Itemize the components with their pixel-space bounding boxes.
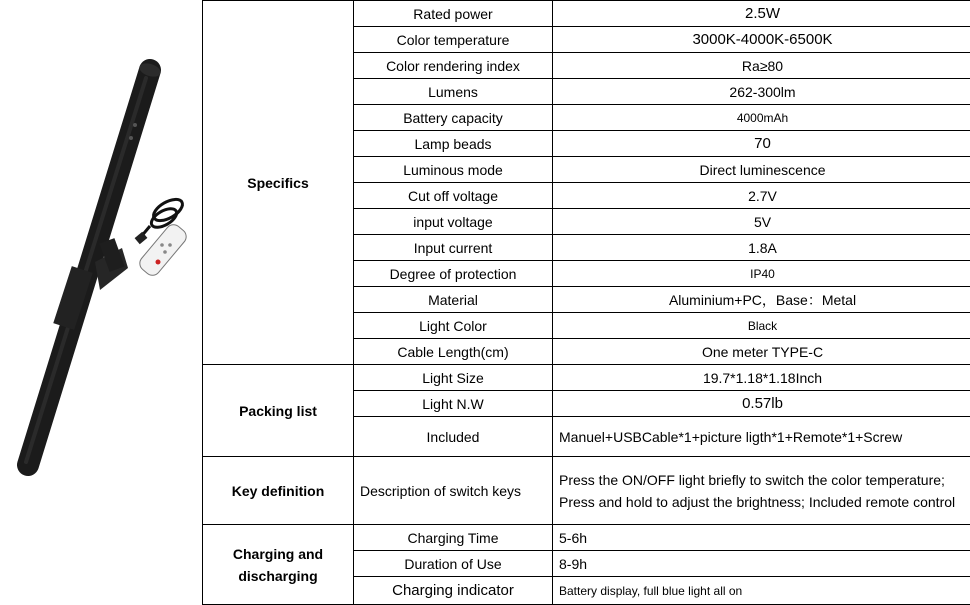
spec-value: 70: [553, 131, 970, 157]
key-description-line: Press the ON/OFF light briefly to switch the color temperature;: [559, 469, 968, 491]
spec-label: Rated power: [354, 1, 553, 27]
spec-label: Charging indicator: [354, 577, 553, 605]
spec-label: Color temperature: [354, 27, 553, 53]
spec-label: input voltage: [354, 209, 553, 235]
spec-label: Light N.W: [354, 391, 553, 417]
spec-value: Direct luminescence: [553, 157, 970, 183]
spec-label: Cut off voltage: [354, 183, 553, 209]
group-charging-line: discharging: [207, 565, 349, 587]
spec-value: 2.5W: [553, 1, 970, 27]
spec-value: 262-300lm: [553, 79, 970, 105]
spec-value: One meter TYPE-C: [553, 339, 970, 365]
group-charging: [203, 525, 354, 605]
spec-value: 4000mAh: [553, 105, 970, 131]
table-row: [203, 1, 970, 27]
spec-value: 2.7V: [553, 183, 970, 209]
spec-value: Aluminium+PC，Base：Metal: [553, 287, 970, 313]
spec-value: 5V: [553, 209, 970, 235]
spec-label: Degree of protection: [354, 261, 553, 287]
spec-label: Duration of Use: [354, 551, 553, 577]
group-key-definition: Key definition: [203, 457, 354, 525]
key-description-line: Press and hold to adjust the brightness; Included remote control: [559, 491, 968, 513]
spec-label: Input current: [354, 235, 553, 261]
spec-value: IP40: [553, 261, 970, 287]
spec-value: 5-6h: [553, 525, 970, 551]
spec-label: Description of switch keys: [354, 457, 553, 525]
spec-value: 19.7*1.18*1.18Inch: [553, 365, 970, 391]
spec-label: Charging Time: [354, 525, 553, 551]
group-charging-line: Charging and: [207, 543, 349, 565]
spec-value: Black: [553, 313, 970, 339]
spec-label: Luminous mode: [354, 157, 553, 183]
group-specifics: Specifics: [203, 1, 354, 365]
spec-label: Included: [354, 417, 553, 457]
table-row: [203, 457, 970, 525]
key-description: [553, 457, 970, 525]
spec-value: Battery display, full blue light all on: [553, 577, 970, 605]
spec-value: 1.8A: [553, 235, 970, 261]
product-image: [0, 0, 200, 600]
spec-label: Color rendering index: [354, 53, 553, 79]
spec-label: Lamp beads: [354, 131, 553, 157]
spec-label: Material: [354, 287, 553, 313]
spec-label: Battery capacity: [354, 105, 553, 131]
spec-value: 0.57lb: [553, 391, 970, 417]
spec-label: Light Size: [354, 365, 553, 391]
remote-control-icon: [137, 221, 190, 278]
table-row: [203, 525, 970, 551]
table-row: [203, 365, 970, 391]
spec-value: Ra≥80: [553, 53, 970, 79]
spec-value: 8-9h: [553, 551, 970, 577]
spec-value: 3000K-4000K-6500K: [553, 27, 970, 53]
spec-value: Manuel+USBCable*1+picture ligth*1+Remote*1+Screw: [553, 417, 970, 457]
spec-label: Lumens: [354, 79, 553, 105]
spec-label: Cable Length(cm): [354, 339, 553, 365]
spec-table: [202, 0, 970, 605]
spec-label: Light Color: [354, 313, 553, 339]
group-packing-list: Packing list: [203, 365, 354, 457]
